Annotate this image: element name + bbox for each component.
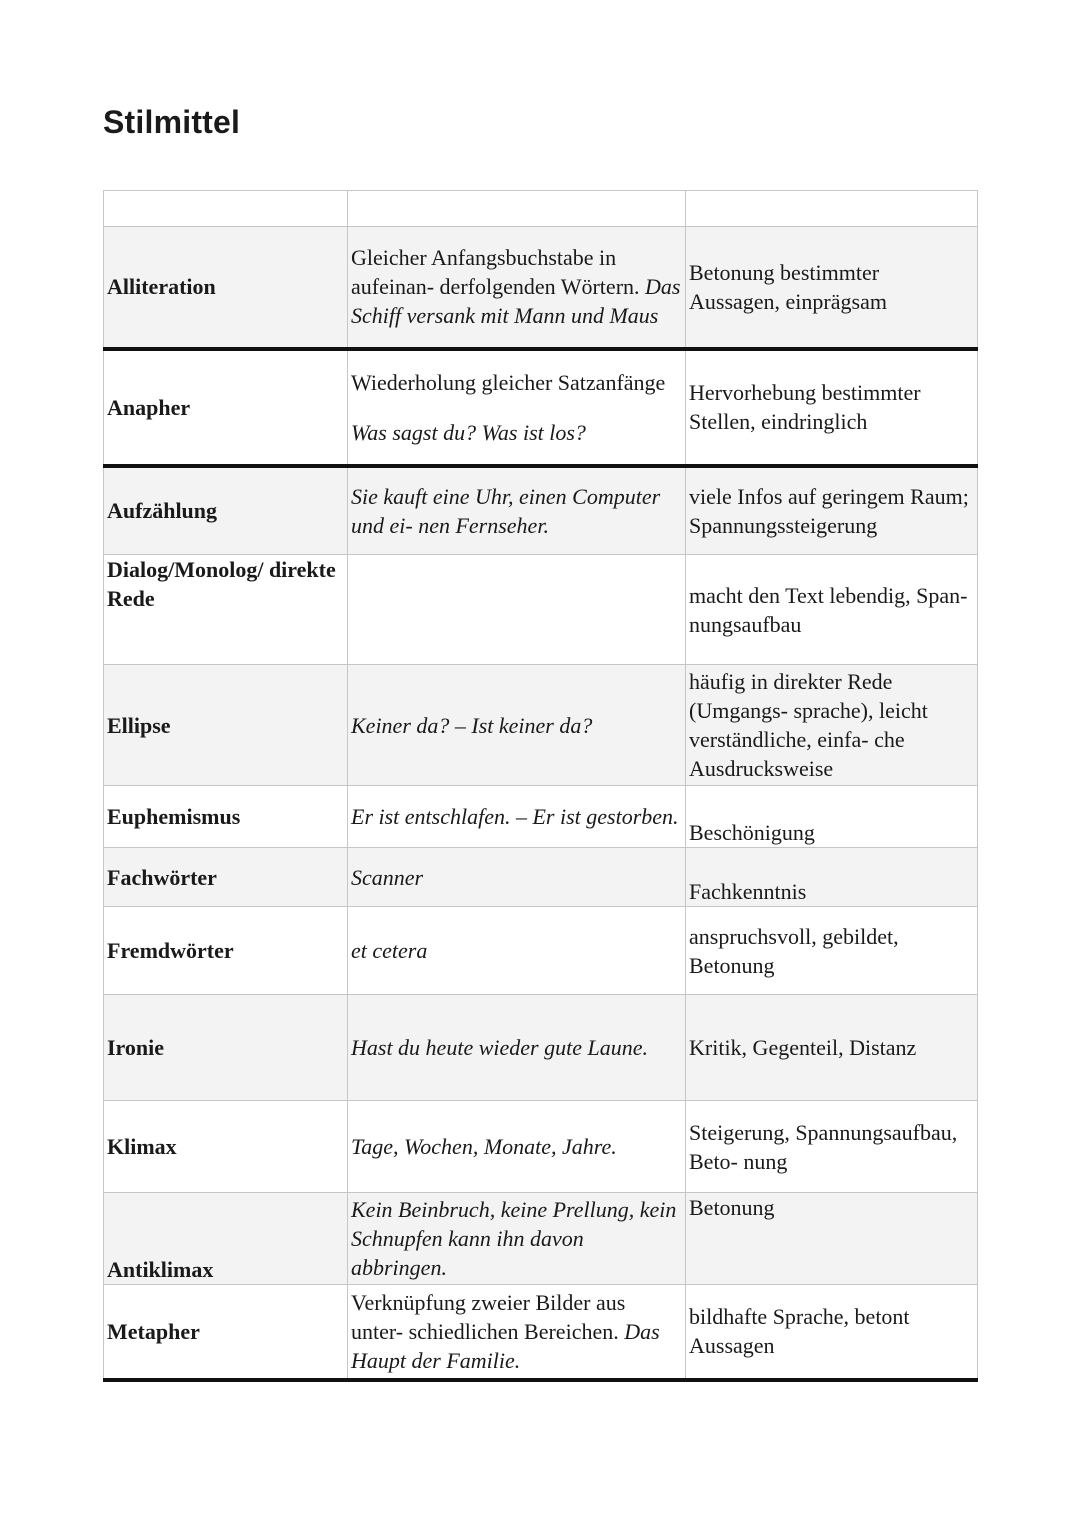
effect-cell: häufig in direkter Rede (Umgangs- sprache), leicht verständliche, einfa- che Ausdrucksweise — [686, 665, 978, 786]
table-row — [104, 848, 978, 907]
term-cell: Metapher — [104, 1285, 348, 1380]
effect-cell: Steigerung, Spannungsaufbau, Beto- nung — [686, 1101, 978, 1193]
example-cell — [348, 555, 686, 665]
header-cell-term — [104, 191, 348, 227]
definition-text: Gleicher Anfangsbuchstabe in aufeinan- derfolgenden Wörtern. — [351, 245, 640, 300]
example-text: Das Haupt der Familie. — [351, 1318, 660, 1373]
table-row — [104, 1285, 978, 1380]
effect-cell: Betonung — [686, 1193, 978, 1285]
example-cell — [348, 227, 686, 349]
table-row — [104, 349, 978, 466]
table-row — [104, 555, 978, 665]
definition-text: Verknüpfung zweier Bilder aus unter- schiedlichen Bereichen. — [351, 1289, 626, 1344]
term-cell: Fachwörter — [104, 848, 348, 907]
example-text: Was sagst du? Was ist los? — [351, 419, 586, 445]
example-cell — [348, 349, 686, 466]
table-row — [104, 907, 978, 995]
effect-cell: Hervorhebung bestimmter Stellen, eindringlich — [686, 349, 978, 466]
table-row — [104, 1101, 978, 1193]
table-row — [104, 227, 978, 349]
example-text: Das Schiff versank mit Mann und Maus — [351, 274, 681, 329]
term-cell: Alliteration — [104, 227, 348, 349]
example-cell: Kein Beinbruch, keine Prellung, kein Schnupfen kann ihn davon abbringen. — [348, 1193, 686, 1285]
effect-cell: bildhafte Sprache, betont Aussagen — [686, 1285, 978, 1380]
example-cell — [348, 1285, 686, 1380]
effect-cell: Fachkenntnis — [686, 848, 978, 907]
stylistic-devices-table — [103, 190, 978, 1382]
example-cell: Sie kauft eine Uhr, einen Computer und ei- nen Fernseher. — [348, 466, 686, 555]
table-header-row — [104, 191, 978, 227]
effect-cell: macht den Text lebendig, Span- nungsaufbau — [686, 555, 978, 665]
effect-cell: Kritik, Gegenteil, Distanz — [686, 995, 978, 1101]
example-cell: Tage, Wochen, Monate, Jahre. — [348, 1101, 686, 1193]
term-cell: Anapher — [104, 349, 348, 466]
term-cell: Antiklimax — [104, 1193, 348, 1285]
term-cell: Klimax — [104, 1101, 348, 1193]
definition-text: Wiederholung gleicher Satzanfänge — [351, 369, 666, 395]
header-cell-example — [348, 191, 686, 227]
effect-cell: anspruchsvoll, gebildet, Betonung — [686, 907, 978, 995]
table-row — [104, 786, 978, 848]
table-row — [104, 466, 978, 555]
effect-cell: viele Infos auf geringem Raum; Spannungssteigerung — [686, 466, 978, 555]
effect-cell: Beschönigung — [686, 786, 978, 848]
term-cell: Ellipse — [104, 665, 348, 786]
term-cell: Fremdwörter — [104, 907, 348, 995]
header-cell-effect — [686, 191, 978, 227]
table-row — [104, 1193, 978, 1285]
example-cell: Er ist entschlafen. – Er ist gestorben. — [348, 786, 686, 848]
term-cell: Ironie — [104, 995, 348, 1101]
table-row — [104, 995, 978, 1101]
term-cell: Dialog/Monolog/ direkte Rede — [104, 555, 348, 665]
page-title: Stilmittel — [103, 104, 241, 140]
example-cell: et cetera — [348, 907, 686, 995]
example-cell: Keiner da? – Ist keiner da? — [348, 665, 686, 786]
effect-cell: Betonung bestimmter Aussagen, einprägsam — [686, 227, 978, 349]
term-cell: Aufzählung — [104, 466, 348, 555]
table-row — [104, 665, 978, 786]
term-cell: Euphemismus — [104, 786, 348, 848]
example-cell: Scanner — [348, 848, 686, 907]
example-cell: Hast du heute wieder gute Laune. — [348, 995, 686, 1101]
